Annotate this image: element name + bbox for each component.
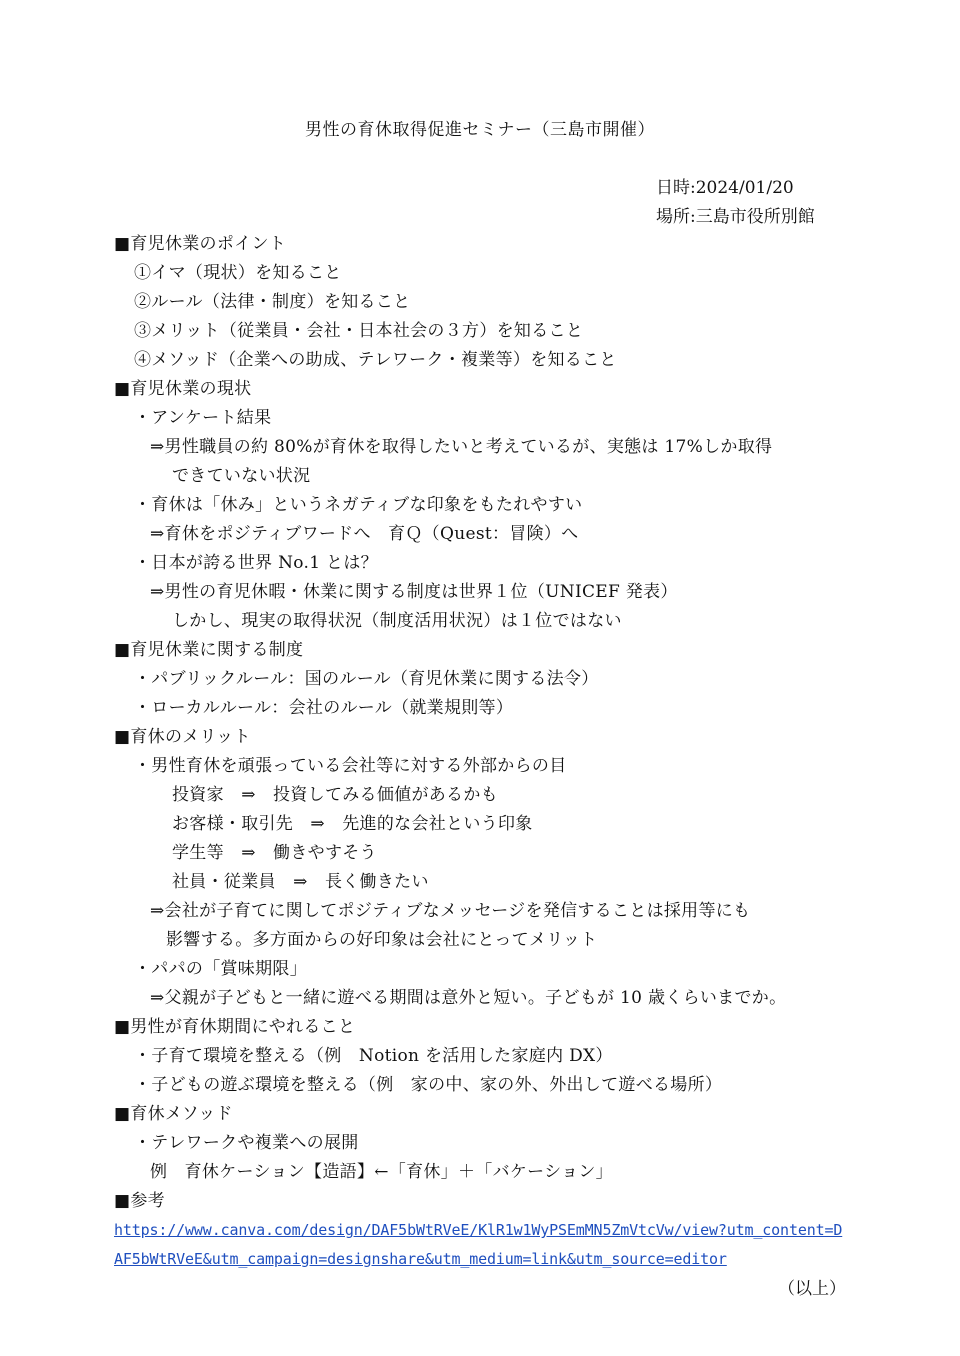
heading-merits: ■育休のメリット: [114, 727, 251, 747]
merit-detail: 投資家 ⇒ 投資してみる価値があるかも: [172, 785, 498, 805]
point-item: ①イマ（現状）を知ること: [134, 263, 342, 283]
merit-detail: 社員・従業員 ⇒ 長く働きたい: [172, 872, 429, 892]
reference-link-line2[interactable]: AF5bWtRVeE&utm_campaign=designshare&utm_medium=link&utm_source=editor: [114, 1250, 727, 1268]
heading-what-to-do: ■男性が育休期間にやれること: [114, 1017, 356, 1037]
point-item: ③メリット（従業員・会社・日本社会の３方）を知ること: [134, 321, 584, 341]
example-line: 例 育休ケーション【造語】←「育休」＋「バケーション」: [150, 1162, 613, 1182]
bullet-item: ・パパの「賞味期限」: [134, 959, 307, 979]
heading-current-status: ■育児休業の現状: [114, 379, 252, 399]
heading-points: ■育児休業のポイント: [114, 234, 287, 254]
document-title: 男性の育休取得促進セミナー（三島市開催）: [305, 120, 655, 140]
arrow-line: ⇒育休をポジティブワードへ 育Ｑ（Quest：冒険）へ: [150, 524, 579, 544]
point-item: ④メソッド（企業への助成、テレワーク・複業等）を知ること: [134, 350, 617, 370]
bullet-item: ・アンケート結果: [134, 408, 272, 428]
bullet-item: ・パブリックルール：国のルール（育児休業に関する法令）: [134, 669, 599, 689]
event-place: 場所:三島市役所別館: [656, 207, 815, 227]
bullet-item: ・子どもの遊ぶ環境を整える（例 家の中、家の外、外出して遊べる場所）: [134, 1075, 723, 1095]
merit-detail: お客様・取引先 ⇒ 先進的な会社という印象: [172, 814, 533, 834]
arrow-line: ⇒父親が子どもと一緒に遊べる期間は意外と短い。子どもが 10 歳くらいまでか。: [150, 988, 787, 1008]
heading-reference: ■参考: [114, 1191, 165, 1211]
continuation-line: できていない状況: [172, 466, 311, 486]
arrow-line: ⇒男性職員の約 80%が育休を取得したいと考えているが、実態は 17%しか取得: [150, 437, 773, 457]
point-item: ②ルール（法律・制度）を知ること: [134, 292, 411, 312]
event-date: 日時:2024/01/20: [656, 178, 794, 198]
closing-text: （以上）: [778, 1279, 846, 1299]
heading-system: ■育児休業に関する制度: [114, 640, 304, 660]
bullet-item: ・男性育休を頑張っている会社等に対する外部からの目: [134, 756, 567, 776]
bullet-item: ・ローカルルール：会社のルール（就業規則等）: [134, 698, 514, 718]
merit-detail: 学生等 ⇒ 働きやすそう: [172, 843, 377, 863]
bullet-item: ・子育て環境を整える（例 Notion を活用した家庭内 DX）: [134, 1046, 613, 1066]
bullet-item: ・テレワークや複業への展開: [134, 1133, 359, 1153]
arrow-line: ⇒男性の育児休暇・休業に関する制度は世界１位（UNICEF 発表）: [150, 582, 678, 602]
bullet-item: ・育休は「休み」というネガティブな印象をもたれやすい: [134, 495, 583, 515]
arrow-line: ⇒会社が子育てに関してポジティブなメッセージを発信することは採用等にも: [150, 901, 751, 921]
heading-methods: ■育休メソッド: [114, 1104, 233, 1124]
document-body: [114, 230, 874, 1274]
continuation-line: しかし、現実の取得状況（制度活用状況）は１位ではない: [172, 611, 622, 631]
reference-link-line1[interactable]: https://www.canva.com/design/DAF5bWtRVeE/KlR1w1WyPSEmMN5ZmVtcVw/view?utm_content=D: [114, 1221, 843, 1239]
continuation-line: 影響する。多方面からの好印象は会社にとってメリット: [166, 930, 598, 950]
bullet-item: ・日本が誇る世界 No.1 とは？: [134, 553, 378, 573]
